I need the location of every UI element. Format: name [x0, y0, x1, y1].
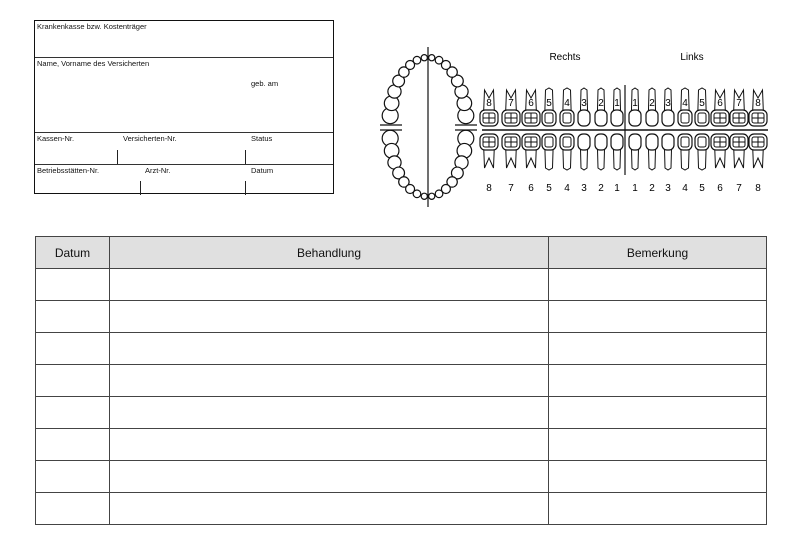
cell-remark[interactable]: [549, 461, 767, 493]
table-row: [36, 397, 767, 429]
tooth-number-bottom: 8: [486, 183, 492, 194]
lower-tooth[interactable]: [629, 134, 641, 170]
arch-tooth[interactable]: [413, 56, 421, 64]
treatment-table: [35, 236, 767, 525]
lower-tooth[interactable]: [502, 134, 520, 168]
tooth-number-bottom: 3: [581, 183, 587, 194]
tooth-number-bottom: 3: [665, 183, 671, 194]
arch-tooth[interactable]: [413, 190, 421, 198]
tooth-number-top: 4: [564, 98, 570, 109]
lower-tooth[interactable]: [578, 134, 590, 170]
arch-tooth[interactable]: [435, 190, 443, 198]
insurer-label: Krankenkasse bzw. Kostenträger: [37, 22, 147, 31]
tooth-number-bottom: 2: [598, 183, 604, 194]
tooth-number-top: 7: [736, 98, 742, 109]
cell-date[interactable]: [36, 301, 110, 333]
cell-treatment[interactable]: [110, 461, 549, 493]
lower-tooth[interactable]: [749, 134, 767, 168]
insured-no-label: Versicherten-Nr.: [123, 134, 177, 143]
date-label: Datum: [251, 166, 274, 175]
lower-tooth[interactable]: [695, 134, 709, 170]
cell-date[interactable]: [36, 365, 110, 397]
tooth-number-top: 8: [486, 98, 492, 109]
table-row: [36, 333, 767, 365]
cell-treatment[interactable]: [110, 365, 549, 397]
tooth-number-bottom: 4: [682, 183, 688, 194]
table-row: [36, 365, 767, 397]
tooth-number-top: 2: [598, 98, 604, 109]
tooth-number-bottom: 8: [755, 183, 761, 194]
arch-tooth[interactable]: [421, 193, 427, 199]
dental-chart: [0, 0, 800, 220]
tooth-number-top: 2: [649, 98, 655, 109]
table-row: [36, 269, 767, 301]
dental-arch-diagram: [380, 47, 477, 207]
cell-remark[interactable]: [549, 333, 767, 365]
tooth-number-bottom: 4: [564, 183, 570, 194]
table-row: [36, 301, 767, 333]
lower-tooth[interactable]: [611, 134, 623, 170]
table-row: [36, 493, 767, 525]
tooth-number-bottom: 5: [546, 183, 552, 194]
header-date: Datum: [36, 237, 110, 269]
cell-treatment[interactable]: [110, 397, 549, 429]
cell-treatment[interactable]: [110, 269, 549, 301]
tooth-number-bottom: 6: [717, 183, 723, 194]
cell-date[interactable]: [36, 269, 110, 301]
tooth-number-top: 6: [717, 98, 723, 109]
header-remark: Bemerkung: [549, 237, 767, 269]
cell-remark[interactable]: [549, 397, 767, 429]
cell-date[interactable]: [36, 333, 110, 365]
cell-date[interactable]: [36, 429, 110, 461]
tooth-number-top: 1: [632, 98, 638, 109]
cell-remark[interactable]: [549, 365, 767, 397]
arch-tooth[interactable]: [435, 56, 443, 64]
lower-tooth[interactable]: [595, 134, 607, 170]
lower-tooth[interactable]: [730, 134, 748, 168]
table-row: [36, 461, 767, 493]
cell-treatment[interactable]: [110, 493, 549, 525]
cell-remark[interactable]: [549, 301, 767, 333]
tooth-number-bottom: 7: [508, 183, 514, 194]
doctor-no-label: Arzt-Nr.: [145, 166, 171, 175]
tooth-number-top: 6: [528, 98, 534, 109]
left-label: Links: [680, 52, 704, 63]
header-treatment: Behandlung: [110, 237, 549, 269]
tooth-number-top: 1: [614, 98, 620, 109]
arch-tooth[interactable]: [429, 55, 435, 61]
lower-tooth[interactable]: [711, 134, 729, 168]
cell-date[interactable]: [36, 461, 110, 493]
tooth-number-bottom: 5: [699, 183, 705, 194]
cell-treatment[interactable]: [110, 301, 549, 333]
lower-tooth[interactable]: [646, 134, 658, 170]
lower-tooth[interactable]: [480, 134, 498, 168]
arch-tooth[interactable]: [421, 55, 427, 61]
cell-remark[interactable]: [549, 493, 767, 525]
cell-treatment[interactable]: [110, 333, 549, 365]
birth-label: geb. am: [251, 79, 279, 88]
tooth-number-top: 4: [682, 98, 688, 109]
table-row: [36, 429, 767, 461]
site-no-label: Betriebsstätten-Nr.: [37, 166, 100, 175]
lower-tooth[interactable]: [560, 134, 574, 170]
tooth-number-bottom: 6: [528, 183, 534, 194]
teeth-diagram: [480, 88, 767, 170]
tooth-number-top: 7: [508, 98, 514, 109]
cell-date[interactable]: [36, 397, 110, 429]
arch-tooth[interactable]: [429, 193, 435, 199]
lower-tooth[interactable]: [662, 134, 674, 170]
right-label: Rechts: [549, 52, 581, 63]
fund-no-label: Kassen-Nr.: [37, 134, 75, 143]
tooth-number-bottom: 7: [736, 183, 742, 194]
tooth-number-bottom: 2: [649, 183, 655, 194]
lower-tooth[interactable]: [542, 134, 556, 170]
tooth-number-bottom: 1: [614, 183, 620, 194]
name-label: Name, Vorname des Versicherten: [37, 59, 150, 68]
lower-tooth[interactable]: [522, 134, 540, 168]
tooth-number-top: 5: [546, 98, 552, 109]
cell-remark[interactable]: [549, 269, 767, 301]
status-label: Status: [251, 134, 273, 143]
cell-remark[interactable]: [549, 429, 767, 461]
lower-tooth[interactable]: [678, 134, 692, 170]
tooth-number-top: 3: [581, 98, 587, 109]
cell-treatment[interactable]: [110, 429, 549, 461]
cell-date[interactable]: [36, 493, 110, 525]
tooth-number-top: 3: [665, 98, 671, 109]
tooth-number-bottom: 1: [632, 183, 638, 194]
tooth-number-top: 8: [755, 98, 761, 109]
tooth-number-top: 5: [699, 98, 705, 109]
